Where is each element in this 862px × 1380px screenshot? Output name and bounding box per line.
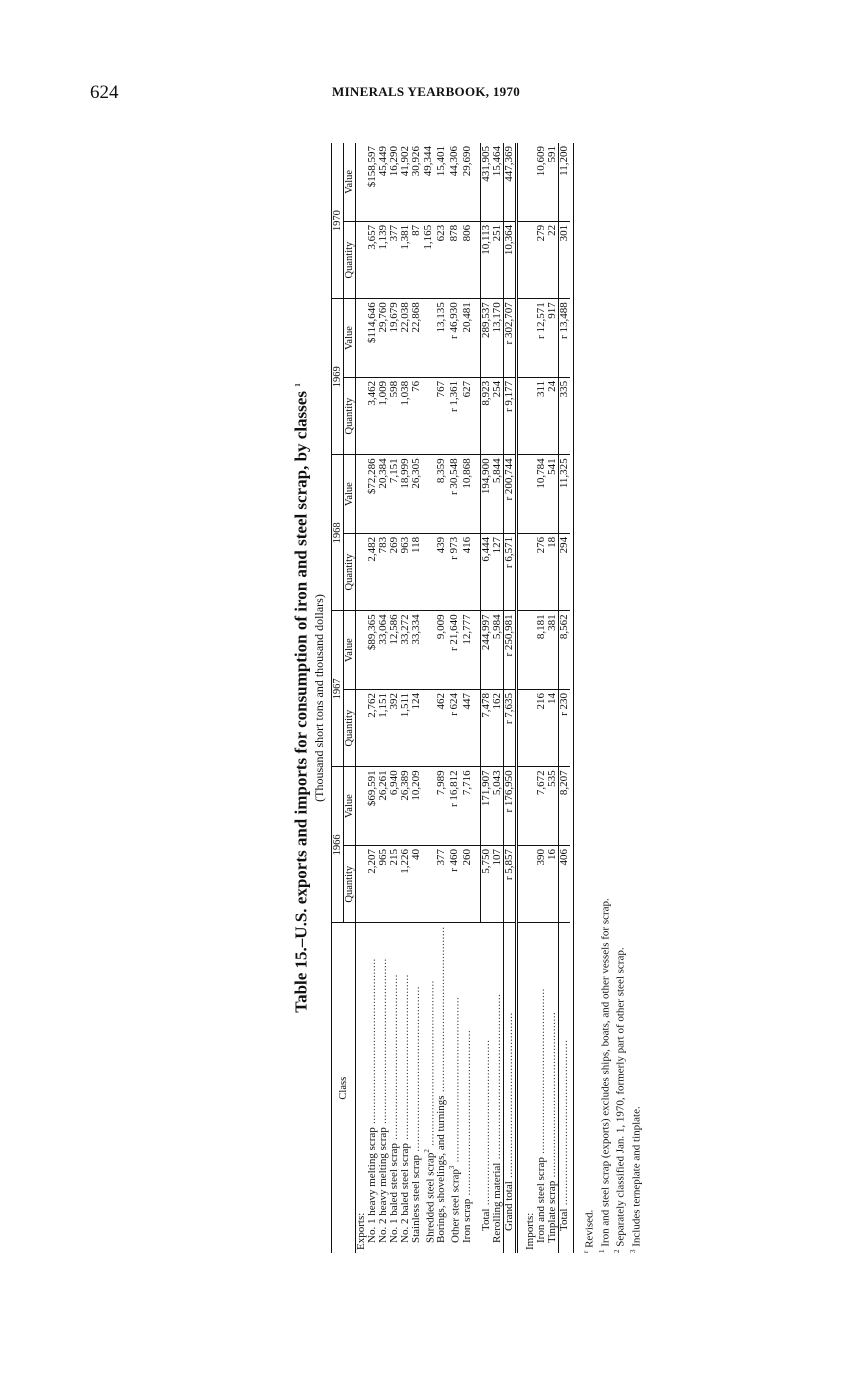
value-header: Value [343,767,355,846]
table-cell: 16,290 [389,143,400,221]
table-cell: 29,690 [462,143,473,221]
table-cell: 8,359 [436,455,447,534]
row-label-text: No. 1 baled steel scrap [387,1143,400,1243]
table-cell: 276 [536,533,547,610]
table-cell: 6,444 [480,533,492,610]
table-cell: $158,597 [367,143,378,221]
value-header: Value [343,455,355,534]
row-label [558,923,570,1253]
table-cell: 22,038 [400,299,411,378]
footnote [627,143,643,1253]
table-cell: 33,334 [411,611,422,690]
row-label-text: Shredded steel scrap [424,1152,437,1243]
table-cell: 10,609 [536,143,547,221]
table-cell: 381 [547,611,559,690]
table-cell: 7,478 [480,689,492,766]
row-label [547,923,559,1253]
row-label-text: Grand total [502,1181,515,1231]
table-cell: 416 [462,533,473,610]
table-cell: 431,905 [480,143,492,221]
table-cell: 1,226 [400,845,411,922]
empty-cell [516,143,525,221]
table-cell: 767 [436,377,447,454]
row-label-text: No. 2 baled steel scrap [398,1143,411,1243]
table-cell: r 230 [558,689,570,766]
table-cell: 1,038 [400,377,411,454]
leader-dots: ................................................... [376,958,389,1128]
leader-dots: ................................................... [398,974,411,1144]
value-header: Value [343,143,355,221]
leader-dots: ................................................... [449,996,462,1166]
empty-cell [355,377,367,454]
table-row [436,143,447,1253]
table-cell: 377 [389,221,400,298]
table-cell: r 7,635 [503,689,516,766]
table-cell: 9,009 [436,611,447,690]
table-row [447,143,462,1253]
row-label-text: Total [557,1208,570,1231]
table-cell: 7,716 [462,767,473,846]
row-label-text: Total [479,1208,492,1231]
table-cell: r 176,950 [503,767,516,846]
table-cell: 5,984 [492,611,504,690]
table-cell: r 9,177 [503,377,516,454]
empty-cell [355,845,367,922]
empty-cell [355,299,367,378]
empty-cell [516,767,525,846]
row-label-text: Iron and steel scrap [534,1157,547,1243]
table-cell: 22,868 [411,299,422,378]
table-cell: 623 [436,221,447,298]
table-cell: 20,384 [378,455,389,534]
footnote-mark: 2 [613,1249,622,1253]
table-cell [422,611,437,690]
year-header: 1969 [331,299,343,455]
quantity-header: Quantity [343,845,355,922]
row-label [492,923,504,1253]
table-cell: r 200,744 [503,455,516,534]
table-cell: 19,679 [389,299,400,378]
table-cell: 390 [536,845,547,922]
table-cell: 5,043 [492,767,504,846]
table-cell: 16 [547,845,559,922]
table-cell: 1,009 [378,377,389,454]
table-cell: 24 [547,377,559,454]
leader-dots: ................................................... [502,1012,515,1182]
table-cell: 20,481 [462,299,473,378]
table-cell: 30,926 [411,143,422,221]
row-label-text: Iron scrap [460,1198,473,1243]
table-cell: 377 [436,845,447,922]
leader-dots: ................................................... [409,986,422,1156]
empty-cell [570,221,574,298]
table-cell: $89,365 [367,611,378,690]
table-cell: 107 [492,845,504,922]
rotated-table-block [288,143,668,1253]
table-cell: 87 [411,221,422,298]
table-row [547,143,559,1253]
empty-cell [516,533,525,610]
section-label: Exports: [354,1212,367,1250]
table-cell: 26,305 [411,455,422,534]
empty-cell [570,689,574,766]
table-cell: 917 [547,299,559,378]
table-cell: 439 [436,533,447,610]
table-cell: 45,449 [378,143,389,221]
table-cell: 8,923 [480,377,492,454]
table-title-text: Table 15.–U.S. exports and imports for consumption of iron and steel scrap, by classes [291,391,311,1013]
table-title [288,143,312,1253]
table-cell: 33,064 [378,611,389,690]
section-label: Imports: [523,1212,536,1250]
row-label-text: Tinplate scrap [545,1180,558,1243]
quantity-header: Quantity [343,533,355,610]
table-cell: 13,170 [492,299,504,378]
leader-dots: ................................................... [545,1011,558,1181]
empty-cell [355,221,367,298]
empty-cell [516,689,525,766]
footnotes [580,143,643,1253]
footnote-text: Separately classified Jan. 1, 1970, formerly part of other steel scrap. [614,947,627,1247]
footnote [611,143,627,1253]
table-cell [422,845,437,922]
table-cell: $72,286 [367,455,378,534]
leader-dots: ................................................... [534,988,547,1158]
table-cell: 254 [492,377,504,454]
table-end-rule [570,143,574,1253]
table-cell: 1,165 [422,221,437,298]
table-cell: r 21,640 [447,611,462,690]
table-row [422,143,437,1253]
table-cell: 14 [547,689,559,766]
leader-dots: ................................................... [557,1039,570,1209]
year-header: 1967 [331,611,343,767]
empty-cell [516,845,525,922]
page-number: 624 [90,82,119,103]
table-cell: 49,344 [422,143,437,221]
quantity-header: Quantity [343,221,355,298]
table-cell: r 16,812 [447,767,462,846]
table-cell: 10,113 [480,221,492,298]
table-cell: 33,272 [400,611,411,690]
table-cell: 294 [558,533,570,610]
table-cell: 335 [558,377,570,454]
table-cell: 41,902 [400,143,411,221]
empty-cell [570,923,574,1253]
empty-cell [570,845,574,922]
footnote-text: Includes terneplate and tinplate. [630,1106,643,1247]
row-label [503,923,516,1253]
table-cell: r 250,981 [503,611,516,690]
total-row [558,143,570,1253]
footnote-mark: r [581,1250,590,1253]
table-cell [422,377,437,454]
leader-dots: ................................................... [490,993,503,1163]
footnote-mark: 3 [628,1249,637,1253]
quantity-header: Quantity [343,377,355,454]
table-cell: 963 [400,533,411,610]
empty-cell [570,299,574,378]
table-cell: 18 [547,533,559,610]
table-cell: 8,181 [536,611,547,690]
empty-cell [570,377,574,454]
year-header: 1968 [331,455,343,611]
table-cell: 22 [547,221,559,298]
table-row [411,143,422,1253]
value-header: Value [343,299,355,378]
table-cell: 10,868 [462,455,473,534]
footnote-mark: 2 [422,1149,431,1153]
table-cell: 162 [492,689,504,766]
empty-cell [355,689,367,766]
table-cell: 13,135 [436,299,447,378]
empty-cell [570,767,574,846]
table-cell: 2,482 [367,533,378,610]
table-cell: 541 [547,455,559,534]
empty-cell [516,221,525,298]
running-head: MINERALS YEARBOOK, 1970 [332,84,521,99]
table-cell: r 46,930 [447,299,462,378]
table-cell: r 12,571 [536,299,547,378]
table-row [492,143,504,1253]
quantity-header: Quantity [343,689,355,766]
table-cell: 15,401 [436,143,447,221]
table-cell: 965 [378,845,389,922]
table-cell: 2,207 [367,845,378,922]
table-cell: 3,462 [367,377,378,454]
footnote-mark: 1 [597,1249,606,1253]
empty-cell [355,455,367,534]
table-cell: 10,209 [411,767,422,846]
table-cell: 18,999 [400,455,411,534]
table-cell: r 6,571 [503,533,516,610]
table-cell: 215 [389,845,400,922]
year-header: 1966 [331,767,343,923]
scrap-table [331,143,574,1253]
class-header: Class [331,923,355,1253]
table-cell: 2,762 [367,689,378,766]
table-cell: 26,389 [400,767,411,846]
leader-dots: ................................................... [424,980,437,1150]
table-cell: 301 [558,221,570,298]
table-cell: 194,900 [480,455,492,534]
table-cell [422,299,437,378]
table-cell: 11,200 [558,143,570,221]
row-label-text: Borings, shovelings, and turnings [435,1095,448,1243]
row-label [447,923,462,1253]
empty-cell [516,455,525,534]
empty-cell [570,533,574,610]
table-cell: 10,784 [536,455,547,534]
row-label-text: Other steel scrap [449,1169,462,1243]
table-cell: 26,261 [378,767,389,846]
table-cell: r 460 [447,845,462,922]
table-cell: 1,511 [400,689,411,766]
table-cell: r 973 [447,533,462,610]
table-cell: r 624 [447,689,462,766]
table-cell: 6,940 [389,767,400,846]
empty-cell [355,767,367,846]
table-cell [422,533,437,610]
empty-cell [355,533,367,610]
leader-dots: ................................................... [435,926,448,1096]
table-cell: 244,997 [480,611,492,690]
table-cell: 124 [411,689,422,766]
footnote [596,143,612,1253]
table-cell: r 30,548 [447,455,462,534]
row-label [411,923,422,1253]
row-label [422,923,437,1253]
table-cell: 462 [436,689,447,766]
table-cell: 3,657 [367,221,378,298]
table-cell: 591 [547,143,559,221]
table-cell: 627 [462,377,473,454]
footnote-mark: 3 [448,1165,457,1170]
table-cell: 127 [492,533,504,610]
row-label-text: No. 1 heavy melting scrap [365,1127,378,1243]
title-footnote-mark: 1 [294,383,302,387]
empty-cell [516,611,525,690]
empty-cell [355,143,367,221]
table-cell: 279 [536,221,547,298]
table-cell: 44,306 [447,143,462,221]
table-cell: 1,139 [378,221,389,298]
row-label [436,923,447,1253]
leader-dots: ................................................... [387,974,400,1144]
table-cell: 15,464 [492,143,504,221]
row-label-text: Rerolling material [490,1162,503,1243]
empty-cell [516,923,525,1253]
row-label [462,923,473,1253]
spacer-row [516,143,525,1253]
grand-total-row [503,143,516,1253]
table-cell: 447,369 [503,143,516,221]
table-cell: 7,989 [436,767,447,846]
table-cell: 40 [411,845,422,922]
table-cell: 12,777 [462,611,473,690]
value-header: Value [343,611,355,690]
table-cell: 10,364 [503,221,516,298]
table-cell: 289,537 [480,299,492,378]
table-cell: 5,750 [480,845,492,922]
table-cell: 1,381 [400,221,411,298]
table-cell: 447 [462,689,473,766]
table-cell [422,689,437,766]
leader-dots: ................................................... [365,958,378,1128]
table-cell: 535 [547,767,559,846]
table-cell: 7,151 [389,455,400,534]
leader-dots: ................................................... [479,1039,492,1209]
row-label-text: Stainless steel scrap [409,1155,422,1243]
empty-cell [570,455,574,534]
table-cell: 598 [389,377,400,454]
row-label-text: No. 2 heavy melting scrap [376,1127,389,1243]
table-cell: 269 [389,533,400,610]
footnote-text: Revised. [583,1209,596,1248]
footnote [580,143,596,1253]
table-cell: 118 [411,533,422,610]
year-header: 1970 [331,143,343,299]
table-cell: 1,151 [378,689,389,766]
leader-dots: ................................................... [460,1029,473,1199]
empty-cell [570,143,574,221]
empty-cell [516,299,525,378]
table-cell: 806 [462,221,473,298]
table-cell: 783 [378,533,389,610]
table-cell: 392 [389,689,400,766]
table-cell: 8,207 [558,767,570,846]
table-cell: 311 [536,377,547,454]
table-cell: 406 [558,845,570,922]
empty-cell [516,377,525,454]
table-cell: 76 [411,377,422,454]
empty-cell [570,611,574,690]
table-body [355,143,573,1253]
table-cell: 5,844 [492,455,504,534]
table-cell: 12,586 [389,611,400,690]
empty-cell [355,611,367,690]
table-cell: 11,325 [558,455,570,534]
table-cell: 216 [536,689,547,766]
footnote-text: Iron and steel scrap (exports) excludes ships, boats, and other vessels for scrap. [599,898,612,1247]
table-cell: 29,760 [378,299,389,378]
table-row [462,143,473,1253]
table-cell [422,767,437,846]
table-subtitle: (Thousand short tons and thousand dollars) [311,594,326,802]
table-cell: 878 [447,221,462,298]
table-cell: r 5,857 [503,845,516,922]
table-cell: $114,646 [367,299,378,378]
table-cell: 8,562 [558,611,570,690]
table-cell: 260 [462,845,473,922]
table-cell: 171,907 [480,767,492,846]
table-cell [422,455,437,534]
table-cell: $69,591 [367,767,378,846]
table-cell: r 1,361 [447,377,462,454]
table-cell: 7,672 [536,767,547,846]
table-cell: r 302,707 [503,299,516,378]
table-cell: r 13,488 [558,299,570,378]
table-cell: 251 [492,221,504,298]
